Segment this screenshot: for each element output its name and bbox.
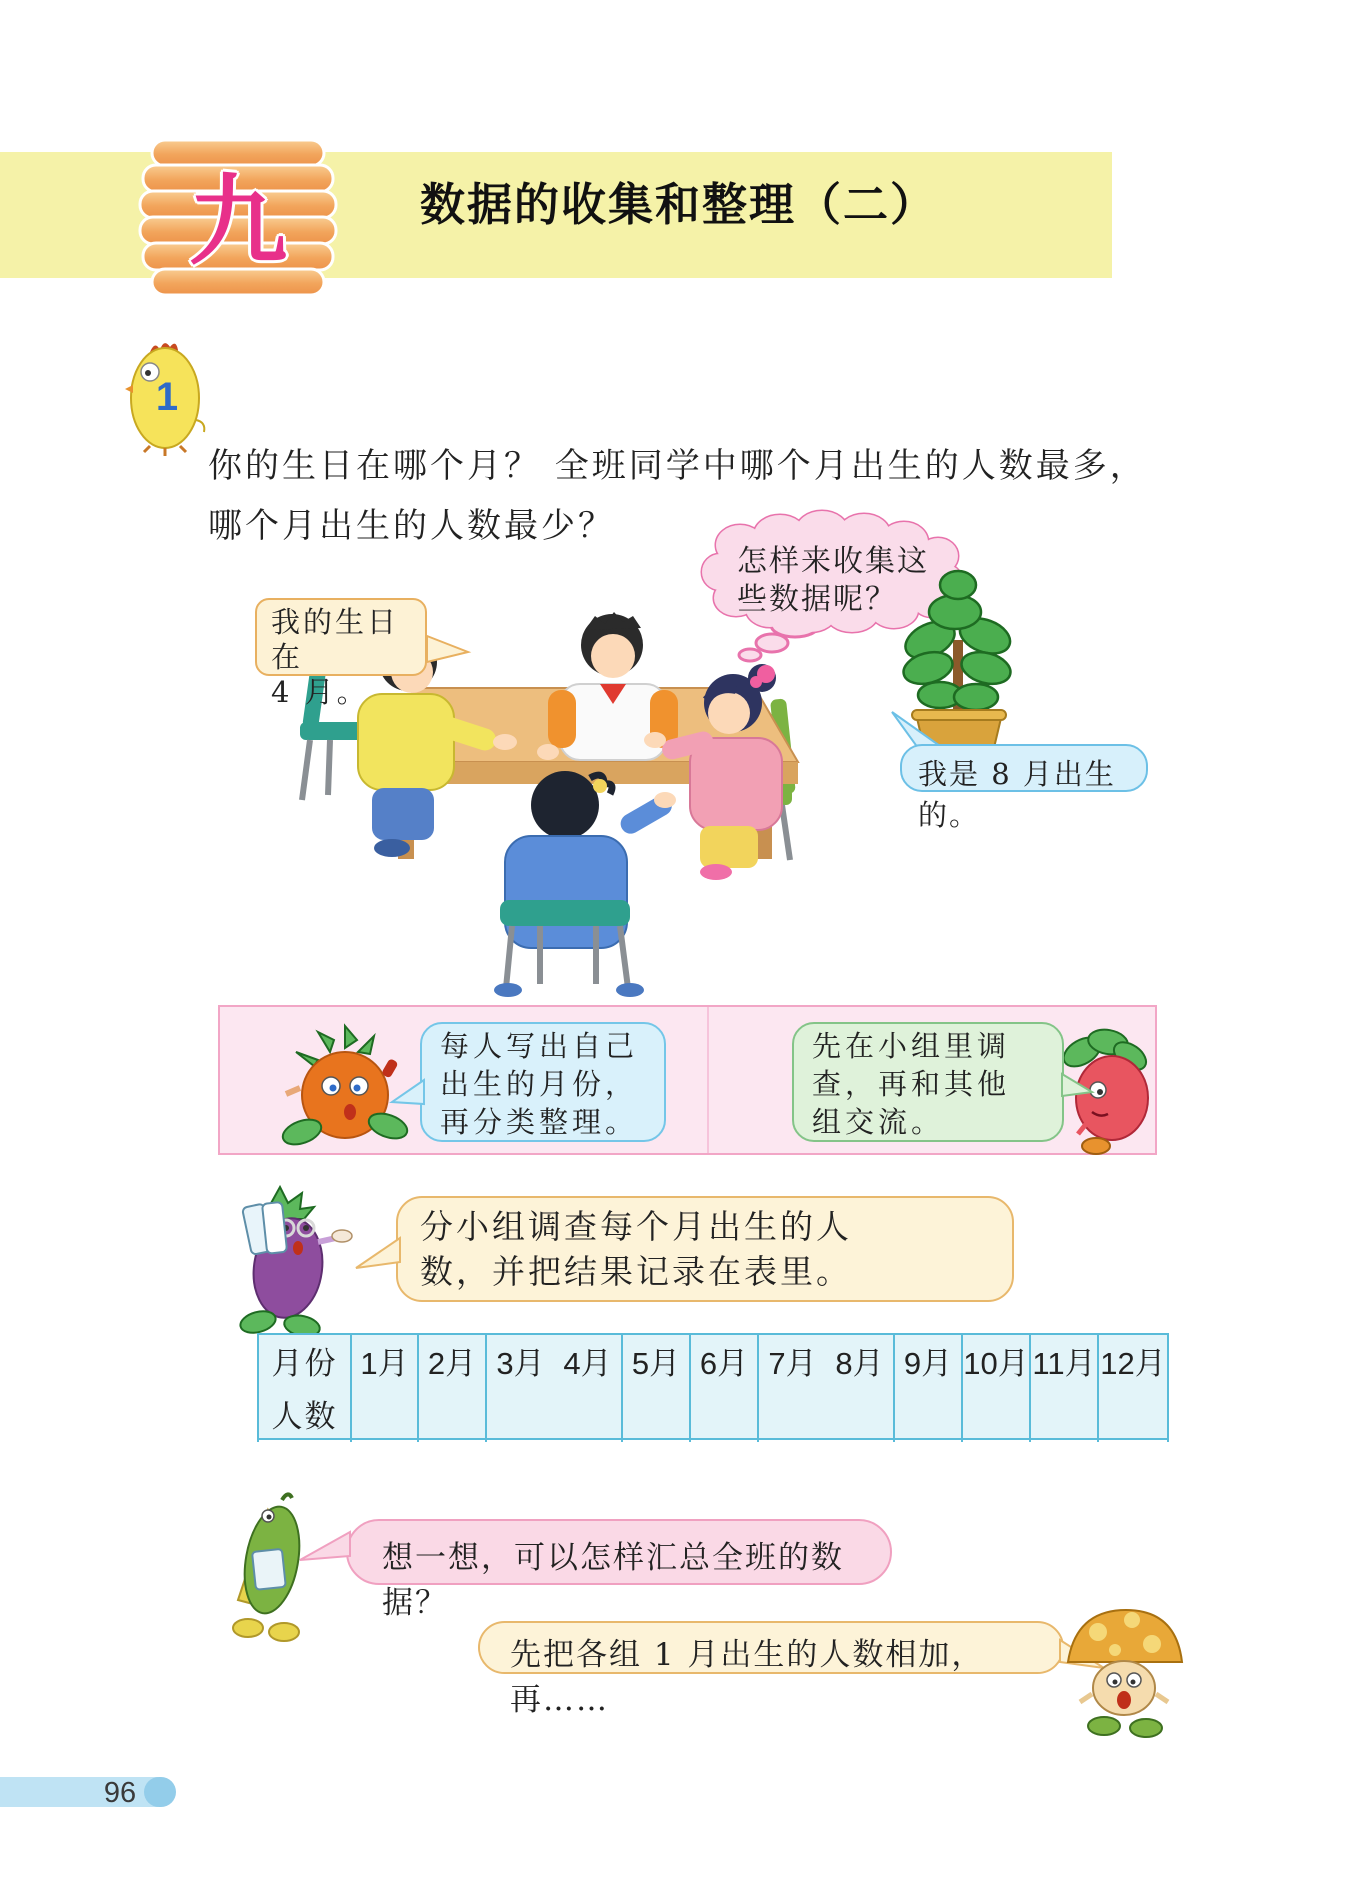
exercise-number: 1: [155, 375, 179, 419]
think-bubble-tail: [295, 1525, 355, 1575]
count-cell: [1099, 1385, 1169, 1442]
month-cell: 10月: [963, 1335, 1031, 1385]
question-line-2: 哪个月出生的人数最少？: [208, 506, 615, 546]
survey-bubble-tail: [350, 1230, 410, 1290]
count-cell: [895, 1385, 963, 1442]
count-cell: [963, 1385, 1031, 1442]
thought-line: 些数据呢？: [737, 582, 897, 617]
panel-right-bubble: 先在小组里调 查，再和其他 组交流。: [792, 1022, 1064, 1142]
eggplant-character-icon: [228, 1183, 358, 1338]
month-cell: 3月: [496, 1345, 545, 1381]
chapter-title: 数据的收集和整理（二）: [420, 179, 938, 230]
table-row-header: 人数: [257, 1385, 352, 1442]
count-cell: [487, 1385, 623, 1442]
month-cell-group: [487, 1335, 623, 1385]
month-cell: 4月: [563, 1345, 612, 1381]
month-cell: 1月: [352, 1335, 419, 1385]
page-number: 96: [103, 1777, 137, 1809]
month-cell: 7月: [768, 1345, 817, 1381]
month-cell: 2月: [419, 1335, 487, 1385]
table-col-header: 月份: [257, 1335, 352, 1385]
boy-top: [537, 612, 691, 760]
month-cell: 8月: [835, 1345, 884, 1381]
thought-line: 怎样来收集这: [737, 544, 929, 579]
question-line-1: 你的生日在哪个月？ 全班同学中哪个月出生的人数最多，: [208, 446, 1147, 486]
count-cell: [759, 1385, 895, 1442]
months-table: [257, 1333, 1169, 1440]
count-cell: [352, 1385, 419, 1442]
hint-bubble: 先把各组 1 月出生的人数相加，再……: [478, 1621, 1064, 1674]
thought-bubble: [737, 543, 967, 619]
panel-bubble-tails: [380, 1030, 1100, 1140]
month-cell-group: [759, 1335, 895, 1385]
girl-speech-bubble: 我是 8 月出生的。: [900, 744, 1148, 792]
count-cell: [1031, 1385, 1099, 1442]
panel-left-bubble: 每人写出自己 出生的月份， 再分类整理。: [420, 1022, 666, 1142]
count-cell: [691, 1385, 759, 1442]
survey-instruction-bubble: 分小组调查每个月出生的人 数，并把结果记录在表里。: [396, 1196, 1014, 1302]
mushroom-character-icon: [1060, 1602, 1195, 1742]
count-cell: [419, 1385, 487, 1442]
count-cell: [623, 1385, 691, 1442]
chapter-number: 九: [188, 163, 287, 279]
boy-speech-bubble: 我的生日在 4 月。: [255, 598, 427, 676]
month-cell: 9月: [895, 1335, 963, 1385]
think-question-bubble: 想一想，可以怎样汇总全班的数据？: [346, 1519, 892, 1585]
girl-front: [494, 771, 676, 997]
month-cell: 11月: [1031, 1335, 1099, 1385]
month-cell: 5月: [623, 1335, 691, 1385]
footer-bar-cap: [144, 1777, 176, 1807]
month-cell: 6月: [691, 1335, 759, 1385]
month-cell: 12月: [1099, 1335, 1169, 1385]
